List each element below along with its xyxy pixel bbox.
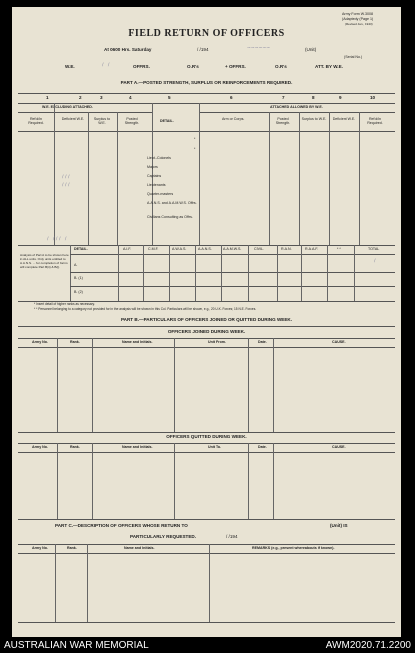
higher-rank-star: * [194, 137, 196, 141]
analysis-row-b1: B. (1) [74, 276, 83, 280]
head-c10: Ret'd/in Required. [367, 117, 383, 125]
pen-mark: / / / / / [47, 237, 67, 242]
we-label: W.E. [65, 64, 75, 69]
part-a-heading: PART A.—POSTED STRENGTH, SURPLUS OR REINFORCEMENTS REQUIRED. [120, 80, 293, 85]
pen-mark: / / / [62, 175, 70, 180]
header-unit: (Unit) [305, 47, 317, 52]
header-date: / /194 [197, 47, 209, 52]
joined-col-name: Name and Initials. [122, 340, 153, 344]
offrs-label: OFFRS. [133, 64, 150, 69]
analysis-col-cmf: C.M.F. [148, 247, 159, 251]
quitted-col-army-no: Army No. [32, 445, 48, 449]
quitted-col-cause: CAUSE. [332, 445, 346, 449]
ors2-label: O.R's [275, 64, 287, 69]
quitted-head-rule [18, 452, 395, 453]
header-pen-scribble: ~~~~~~ [247, 46, 271, 51]
rank-civilians: Civilians Consulting as Offrs. [147, 215, 193, 219]
joined-col-rank: Rank. [70, 340, 80, 344]
head-c5: DETAIL. [160, 119, 174, 123]
head-c1: Ret'd/in Required. [28, 117, 44, 125]
quitted-title-rule [18, 443, 395, 444]
analysis-detail: DETAIL. [74, 247, 88, 251]
higher-rank-star: * [194, 147, 196, 151]
part-c-heading-a: PART C.—DESCRIPTION OF OFFICERS WHOSE RETURN TO [55, 523, 188, 528]
analysis-vline [221, 245, 222, 301]
head-c8: Surplus to W.E. [301, 117, 327, 121]
part-a-vline [329, 112, 330, 245]
part-a-vline [299, 112, 300, 245]
head-c2: Deficient W.E. [61, 117, 85, 121]
joined-vline [174, 338, 175, 432]
joined-col-army-no: Army No. [32, 340, 48, 344]
part-a-head-rule [18, 131, 395, 132]
ors-label: O.R's [187, 64, 199, 69]
head-c6: Arm or Corps. [222, 117, 245, 121]
analysis-vline [195, 245, 196, 301]
group-right-rule [199, 112, 395, 113]
plus-offrs-label: + OFFRS. [225, 64, 246, 69]
rank-lt-col: Lieut.-Colonels [147, 156, 171, 160]
caption-left: AUSTRALIAN WAR MEMORIAL [4, 640, 149, 651]
footnote-2: * * Personnel belonging to a category not provided for in the analysis will be shown in this Col. Particulars will be shown, e.g., 20 U.K. Forces; 15 N.E. Forces. [34, 307, 257, 311]
header-serial: (Serial No.) [344, 55, 363, 59]
joined-title: OFFICERS JOINED DURING WEEK. [167, 329, 246, 334]
col-num-10: 10 [370, 95, 376, 100]
col-num-2: 2 [79, 95, 82, 100]
analysis-vline [301, 245, 302, 301]
analysis-col-aif: A.I.F. [123, 247, 132, 251]
att-by-label: ATT. BY W.E. [315, 64, 343, 69]
part-a-num-rule [18, 103, 395, 104]
form-ref-3: (Revised Jan., 1943) [345, 22, 373, 26]
part-a-vline [269, 112, 270, 245]
joined-vline [57, 338, 58, 432]
col-num-4: 4 [129, 95, 132, 100]
part-c-vline [87, 544, 88, 622]
joined-col-cause: CAUSE. [332, 340, 346, 344]
part-c-vline [209, 544, 210, 622]
quitted-bottom-rule [18, 519, 395, 520]
rank-captains: Captains [147, 174, 162, 178]
part-a-vline [54, 103, 55, 245]
part-c-col-name: Name and Initials. [124, 546, 155, 550]
joined-title-rule [18, 338, 395, 339]
joined-vline [92, 338, 93, 432]
form-ref-2: (Adaptedy (Page 1) [342, 17, 374, 21]
footnote-1: * Insert detail of higher ranks as necessary. [34, 302, 95, 306]
analysis-col-raaf: R.A.A.F. [305, 247, 319, 251]
analysis-row-b2: B. (2) [74, 290, 83, 294]
analysis-vline [118, 245, 119, 301]
quitted-vline [273, 443, 274, 519]
head-c3: Surplus to W.E. [93, 117, 111, 125]
joined-vline [273, 338, 274, 432]
pen-mark: / / / [62, 183, 70, 188]
joined-vline [248, 338, 249, 432]
part-c-bottom-rule [18, 622, 395, 623]
form-sheet [12, 7, 401, 637]
part-a-bottom-rule [18, 245, 395, 246]
quitted-vline [248, 443, 249, 519]
rank-aans: A.A.N.S. and A.A.M.W.S. Offrs. [147, 201, 197, 205]
part-c-heading-b: PARTICULARLY REQUESTED. [130, 534, 197, 539]
joined-bottom-rule [18, 432, 395, 433]
quitted-vline [174, 443, 175, 519]
quitted-vline [57, 443, 58, 519]
part-b-top-rule [18, 326, 395, 327]
quitted-col-unit-to: Unit To. [208, 445, 222, 449]
col-num-9: 9 [339, 95, 342, 100]
archive-caption-bar [0, 637, 415, 653]
analysis-vline [248, 245, 249, 301]
part-c-top-rule [18, 544, 395, 545]
part-a-top-rule [18, 93, 395, 94]
quitted-title: OFFICERS QUITTED DURING WEEK. [166, 434, 247, 439]
col-num-5: 5 [168, 95, 171, 100]
pen-mark: / [374, 259, 376, 264]
analysis-col-aans: A.A.N.S. [198, 247, 212, 251]
part-c-col-rank: Rank. [67, 546, 77, 550]
header-time: At 0600 Hrs. Saturday [104, 47, 152, 52]
caption-right: AWM2020.71.2200 [325, 640, 411, 651]
analysis-note: Analysis of Part A to be shown here in ALL units. Only units entitled to A.A.N.S. ... for completion of forms will complete Part B(ii) & B(i). [20, 253, 69, 269]
part-c-col-remarks: REMARKS (e.g., present whereabouts if known). [252, 546, 335, 550]
form-title: FIELD RETURN OF OFFICERS [128, 28, 285, 39]
joined-head-rule [18, 347, 395, 348]
col-num-8: 8 [312, 95, 315, 100]
analysis-col-ran: R.A.N. [281, 247, 292, 251]
part-a-vline [359, 112, 360, 245]
quitted-vline [92, 443, 93, 519]
we-pen: / / [102, 63, 110, 68]
head-c4: Posted Strength. [124, 117, 140, 125]
group-left-rule [18, 112, 152, 113]
col-num-1: 1 [46, 95, 49, 100]
part-a-vline [199, 103, 200, 245]
analysis-vline [354, 245, 355, 301]
part-b-heading: PART B.—PARTICULARS OF OFFICERS JOINED OR QUITTED DURING WEEK. [120, 317, 293, 322]
analysis-col-total: TOTAL [368, 247, 380, 251]
quitted-col-rank: Rank. [70, 445, 80, 449]
analysis-col-awas: A.W.A.S. [172, 247, 187, 251]
head-c9: Deficient W.E. [332, 117, 356, 121]
col-num-6: 6 [230, 95, 233, 100]
part-c-col-army-no: Army No. [32, 546, 48, 550]
col-num-3: 3 [100, 95, 103, 100]
analysis-col-aamws: A.A.M.W.S. [223, 247, 242, 251]
form-ref-1: Army Form W.3008 [342, 12, 373, 16]
analysis-vline [327, 245, 328, 301]
analysis-vline [277, 245, 278, 301]
group-left: W.E. EXCLUDING ATTACHED. [42, 105, 93, 109]
analysis-vline [169, 245, 170, 301]
rank-qm: Quarter-masters [147, 192, 174, 196]
analysis-col-other: * * [337, 247, 341, 251]
analysis-vline [143, 245, 144, 301]
part-c-vline [55, 544, 56, 622]
part-a-vline [117, 112, 118, 245]
analysis-row-a: A. [74, 263, 78, 267]
group-right: ATTACHED ALLOWED BY W.E. [270, 105, 323, 109]
part-c-head-rule [18, 553, 395, 554]
part-a-vline [88, 112, 89, 245]
part-c-date: / /194 [226, 534, 238, 539]
rank-lieutenants: Lieutenants [147, 183, 166, 187]
quitted-col-name: Name and Initials. [122, 445, 153, 449]
quitted-col-date: Date. [258, 445, 267, 449]
joined-col-date: Date. [258, 340, 267, 344]
part-c-heading-unit: (Unit) IS [330, 523, 348, 528]
rank-majors: Majors [147, 165, 158, 169]
joined-col-unit-from: Unit From. [208, 340, 226, 344]
col-num-7: 7 [282, 95, 285, 100]
analysis-col-civil: CIVIL. [254, 247, 264, 251]
head-c7: Posted Strength. [275, 117, 291, 125]
